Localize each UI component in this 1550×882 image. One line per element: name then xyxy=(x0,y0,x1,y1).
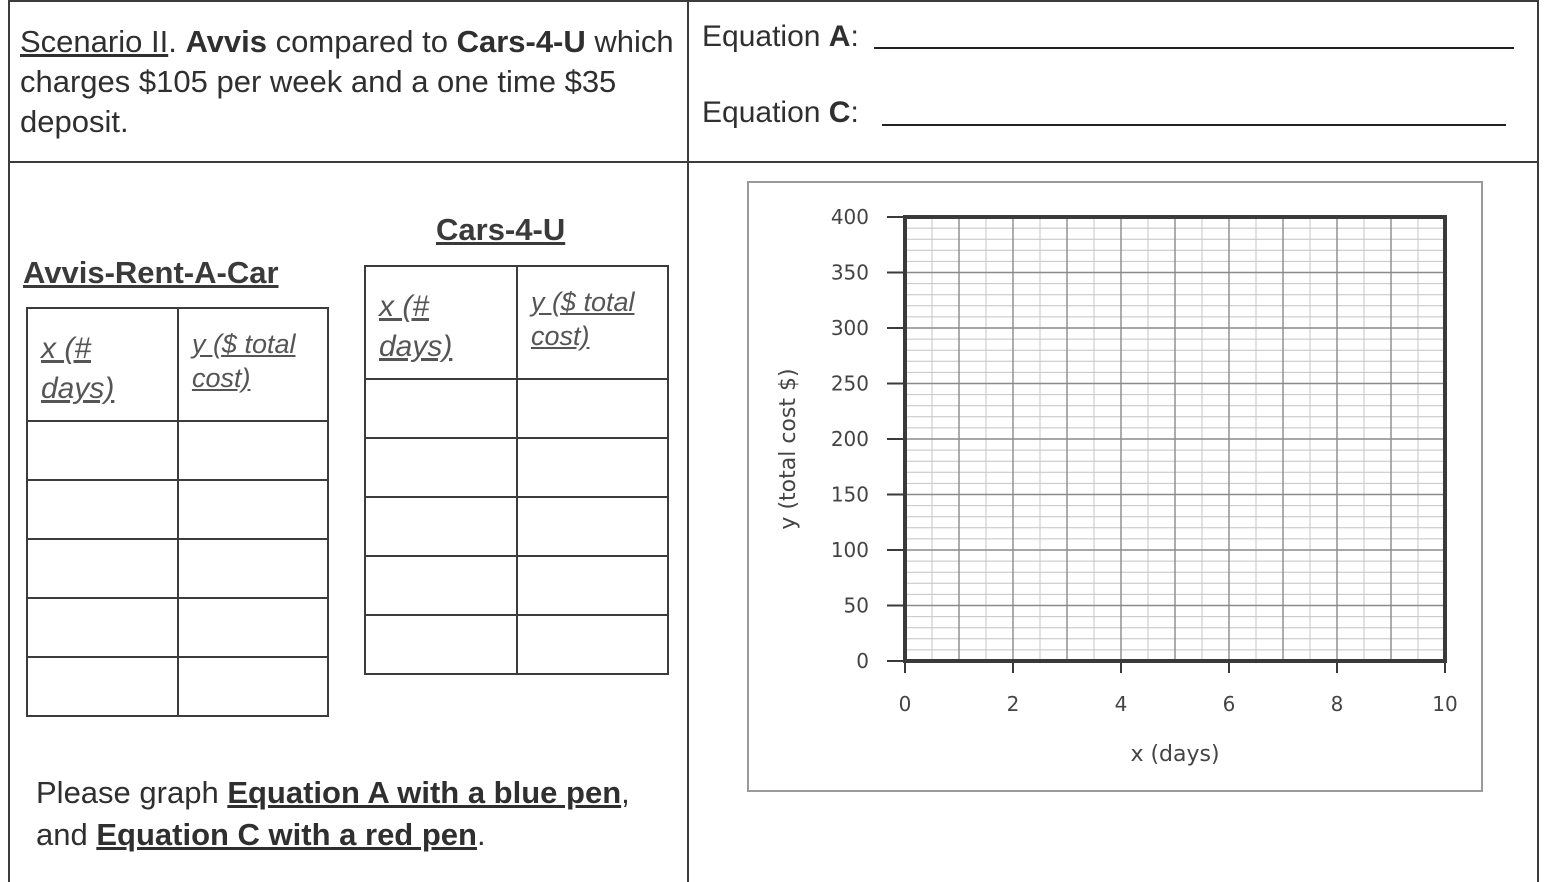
avvis-cell-y[interactable] xyxy=(178,657,328,716)
x-tick-label: 6 xyxy=(1222,692,1236,716)
equation-c-letter: C xyxy=(828,96,851,129)
avvis-cell-x[interactable] xyxy=(27,598,178,657)
equation-c-colon: : xyxy=(850,96,859,129)
scenario-label: Scenario II xyxy=(20,24,169,59)
cars-table-title: Cars-4-U xyxy=(436,212,566,247)
y-tick-label: 400 xyxy=(830,205,869,229)
instruction-equation-c: Equation C with a red pen xyxy=(96,817,477,852)
company-a: Avvis xyxy=(185,24,268,59)
cars-cell-x[interactable] xyxy=(365,497,517,556)
frame-top xyxy=(8,0,1538,2)
cars-cell-x[interactable] xyxy=(365,556,517,615)
cars-cell-y[interactable] xyxy=(517,556,668,615)
scenario-text xyxy=(20,22,680,142)
equation-a-blank[interactable] xyxy=(874,47,1514,49)
avvis-col-y-header: y ($ total cost) xyxy=(191,329,296,393)
avvis-cell-x[interactable] xyxy=(27,421,178,480)
avvis-cell-y[interactable] xyxy=(178,598,328,657)
x-tick-label: 4 xyxy=(1114,692,1128,716)
frame-right xyxy=(1537,0,1539,882)
y-tick-label: 100 xyxy=(830,538,869,562)
avvis-cell-y[interactable] xyxy=(178,480,328,539)
y-tick-label: 150 xyxy=(830,482,869,507)
avvis-cell-x[interactable] xyxy=(27,480,178,539)
x-axis-label: x (days) xyxy=(1130,742,1220,767)
cars-cell-y[interactable] xyxy=(517,497,668,556)
chart-svg[interactable] xyxy=(749,183,1481,790)
x-tick-label: 0 xyxy=(898,692,912,716)
y-tick-label: 50 xyxy=(843,593,869,618)
instruction-note xyxy=(36,772,676,856)
instruction-text-2: , and xyxy=(36,775,630,852)
avvis-cell-y[interactable] xyxy=(178,421,328,480)
y-tick-label: 250 xyxy=(830,371,869,396)
equation-a-prefix: Equation xyxy=(702,20,829,53)
cars-cell-y[interactable] xyxy=(517,438,668,497)
cars-cell-x[interactable] xyxy=(365,615,517,674)
y-tick-label: 350 xyxy=(830,260,869,285)
y-tick-label: 200 xyxy=(830,427,869,451)
x-tick-label: 8 xyxy=(1330,692,1344,716)
avvis-table-title: Avvis-Rent-A-Car xyxy=(23,255,279,290)
equation-a-letter: A xyxy=(828,20,851,53)
chart-box xyxy=(747,181,1483,792)
avvis-cell-x[interactable] xyxy=(27,539,178,598)
scenario-text-1: compared to xyxy=(267,24,457,59)
frame-middle xyxy=(687,0,689,882)
y-axis-label: y (total cost $) xyxy=(776,368,801,530)
cars-table xyxy=(364,265,669,675)
equation-c-blank[interactable] xyxy=(882,124,1506,126)
cars-cell-x[interactable] xyxy=(365,438,517,497)
company-c: Cars-4-U xyxy=(456,24,586,59)
y-tick-label: 0 xyxy=(856,649,869,673)
y-tick-label: 300 xyxy=(830,316,869,340)
instruction-text-3: . xyxy=(476,817,486,852)
x-tick-label: 10 xyxy=(1432,692,1458,716)
cars-cell-y[interactable] xyxy=(517,379,668,438)
cars-col-y-header: y ($ total cost) xyxy=(530,287,635,351)
equation-c-prefix: Equation xyxy=(702,96,829,129)
x-tick-label: 2 xyxy=(1006,692,1020,716)
avvis-col-x-header: x (# days) xyxy=(41,332,115,405)
instruction-text-1: Please graph xyxy=(36,775,228,810)
cars-cell-y[interactable] xyxy=(517,615,668,674)
equation-a-colon: : xyxy=(850,20,859,53)
equation-a-label xyxy=(702,20,859,54)
equation-c-label xyxy=(702,96,859,130)
frame-left xyxy=(8,0,10,882)
instruction-equation-a: Equation A with a blue pen xyxy=(227,775,622,810)
avvis-table xyxy=(26,307,329,717)
cars-col-x-header: x (# days) xyxy=(379,290,453,363)
frame-divider xyxy=(8,161,1539,163)
scenario-text-2: which charges $105 per week and a one time $35 deposit. xyxy=(20,24,674,139)
scenario-sep: . xyxy=(168,24,186,59)
avvis-cell-y[interactable] xyxy=(178,539,328,598)
cars-cell-x[interactable] xyxy=(365,379,517,438)
avvis-cell-x[interactable] xyxy=(27,657,178,716)
